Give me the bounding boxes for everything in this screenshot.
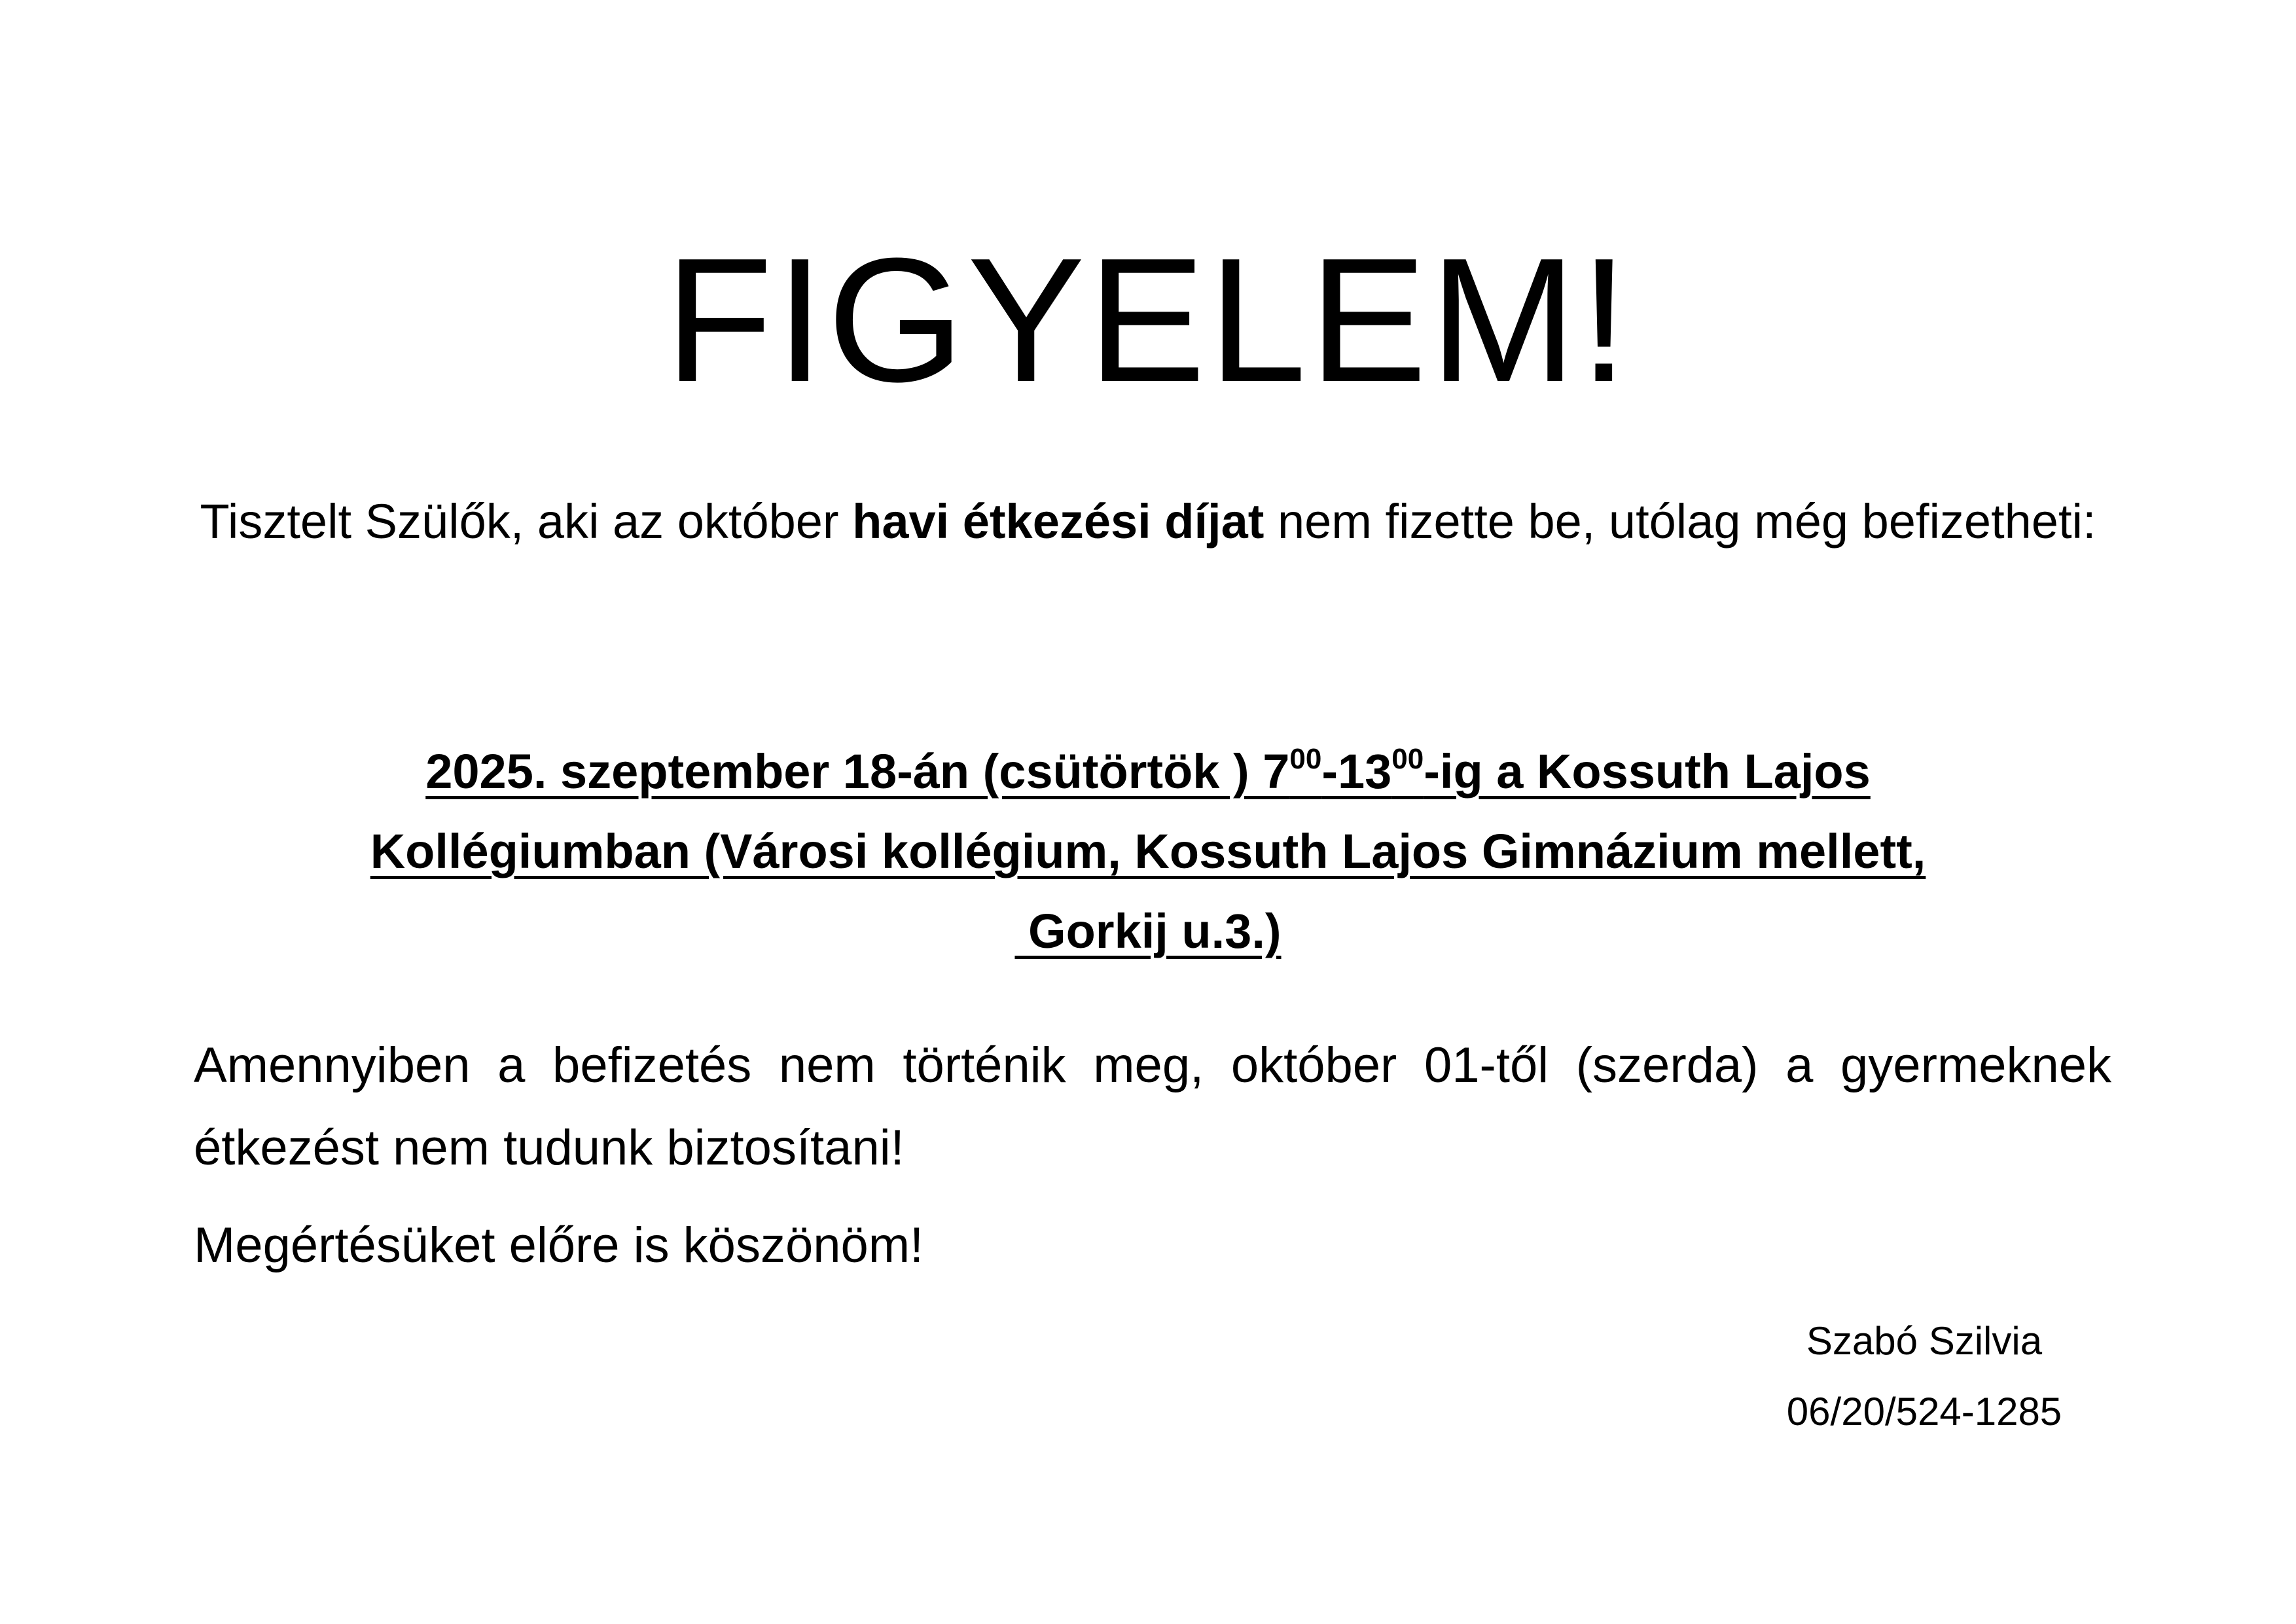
schedule-line-3-wrap — [236, 892, 2060, 971]
schedule-line-3: Gorkij u.3.) — [1014, 904, 1282, 958]
schedule-line-1 — [236, 732, 2060, 812]
warning-paragraph: Amennyiben a befizetés nem történik meg, október 01-től (szerda) a gyermeknek étkezést nem tudunk biztosítani! — [194, 1038, 2111, 1176]
intro-text-after: nem fizette be, utólag még befizetheti: — [1264, 494, 2096, 549]
signature-name: Szabó Szilvia — [1806, 1319, 2043, 1363]
schedule-dash: -13 — [1321, 744, 1392, 799]
notice-title: FIGYELEM! — [664, 222, 1632, 419]
intro-bold-fee: havi étkezési díjat — [852, 494, 1265, 549]
signature-phone: 06/20/524-1285 — [1786, 1390, 2062, 1434]
signature-block — [1715, 1306, 2134, 1447]
intro-text-before: Tisztelt Szülők, aki az október — [200, 494, 853, 549]
schedule-date: 2025. szeptember 18-án (csütörtök ) 7 — [425, 744, 1290, 799]
schedule-line-2: Kollégiumban (Városi kollégium, Kossuth Lajos Gimnázium mellett, — [370, 824, 1926, 878]
payment-schedule — [236, 732, 2060, 971]
thanks-line: Megértésüket előre is köszönöm! — [194, 1218, 924, 1273]
schedule-start-sup: 00 — [1289, 743, 1322, 775]
schedule-rest: -ig a Kossuth Lajos — [1424, 744, 1871, 799]
intro-paragraph — [196, 481, 2100, 562]
schedule-end-sup: 00 — [1391, 743, 1424, 775]
